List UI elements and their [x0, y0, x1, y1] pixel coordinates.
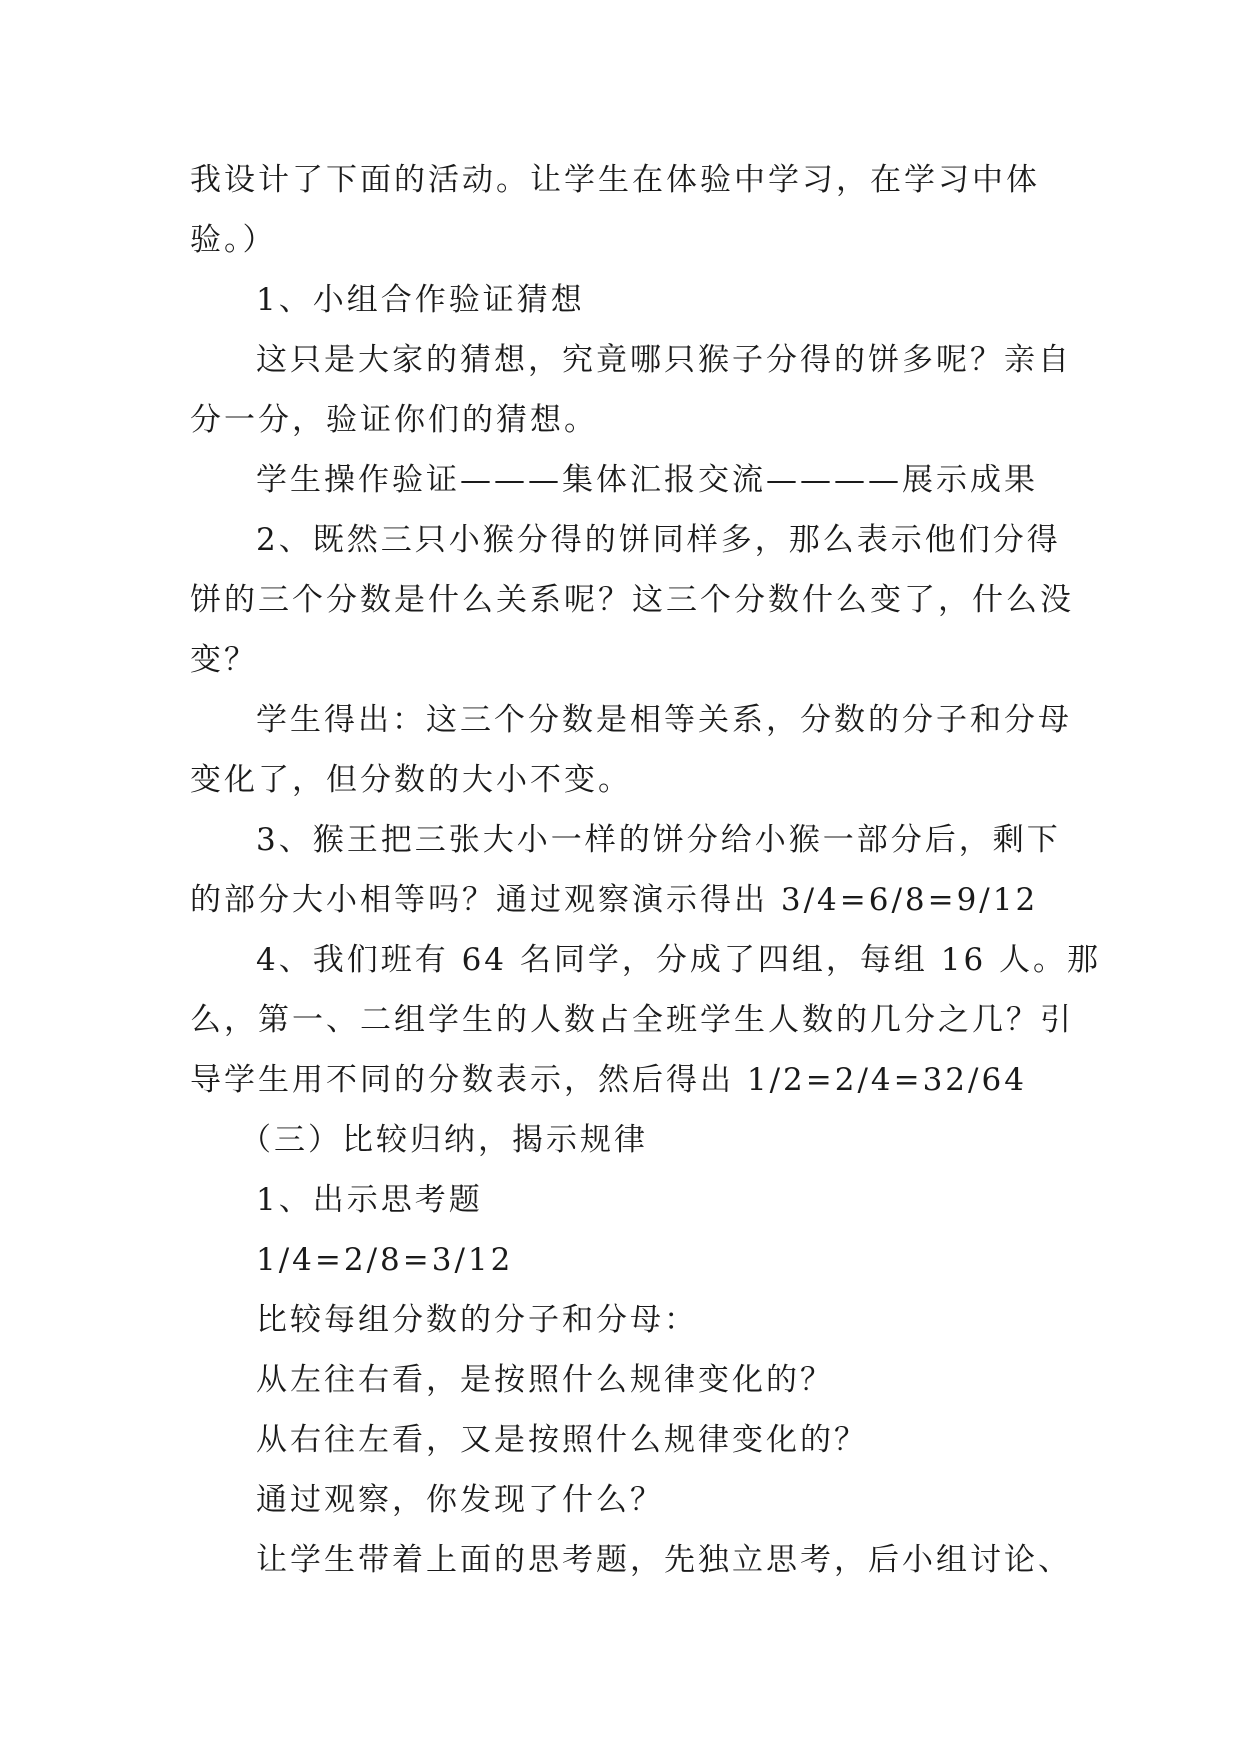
- paragraph-line: 从右往左看，又是按照什么规律变化的？: [256, 1422, 868, 1458]
- paragraph-line: 让学生带着上面的思考题，先独立思考，后小组讨论、: [256, 1542, 1072, 1578]
- section-heading: （三）比较归纳，揭示规律: [240, 1122, 648, 1158]
- paragraph-line: 分一分，验证你们的猜想。: [190, 402, 598, 438]
- paragraph-line: 么，第一、二组学生的人数占全班学生人数的几分之几？引: [190, 1002, 1074, 1038]
- paragraph-line: 变化了，但分数的大小不变。: [190, 762, 632, 798]
- paragraph-line: 比较每组分数的分子和分母：: [256, 1302, 698, 1338]
- paragraph-line: 从左往右看，是按照什么规律变化的？: [256, 1362, 834, 1398]
- paragraph-line: 这只是大家的猜想，究竟哪只猴子分得的饼多呢？亲自: [256, 342, 1072, 378]
- paragraph-line: 学生操作验证———集体汇报交流————展示成果: [256, 462, 1038, 498]
- paragraph-line: 2、既然三只小猴分得的饼同样多，那么表示他们分得: [256, 522, 1061, 558]
- paragraph-line: 1、出示思考题: [256, 1182, 483, 1218]
- paragraph-line: 3、猴王把三张大小一样的饼分给小猴一部分后，剩下: [256, 822, 1061, 858]
- paragraph-line: 导学生用不同的分数表示，然后得出 1/2=2/4=32/64: [190, 1062, 1027, 1098]
- paragraph-line: 1/4=2/8=3/12: [256, 1242, 514, 1278]
- paragraph-line: 学生得出：这三个分数是相等关系，分数的分子和分母: [256, 702, 1072, 738]
- paragraph-line: 验。）: [190, 222, 277, 258]
- paragraph-line: 饼的三个分数是什么关系呢？这三个分数什么变了，什么没: [190, 582, 1074, 618]
- document-body: [190, 160, 1102, 1594]
- paragraph-line: 4、我们班有 64 名同学，分成了四组，每组 16 人。那: [256, 942, 1102, 978]
- paragraph-line: 变？: [190, 642, 258, 678]
- paragraph-line: 的部分大小相等吗？通过观察演示得出 3/4=6/8=9/12: [190, 882, 1039, 918]
- paragraph-line: 我设计了下面的活动。让学生在体验中学习，在学习中体: [190, 162, 1040, 198]
- paragraph-line: 1、小组合作验证猜想: [256, 282, 585, 318]
- paragraph-line: 通过观察，你发现了什么？: [256, 1482, 664, 1518]
